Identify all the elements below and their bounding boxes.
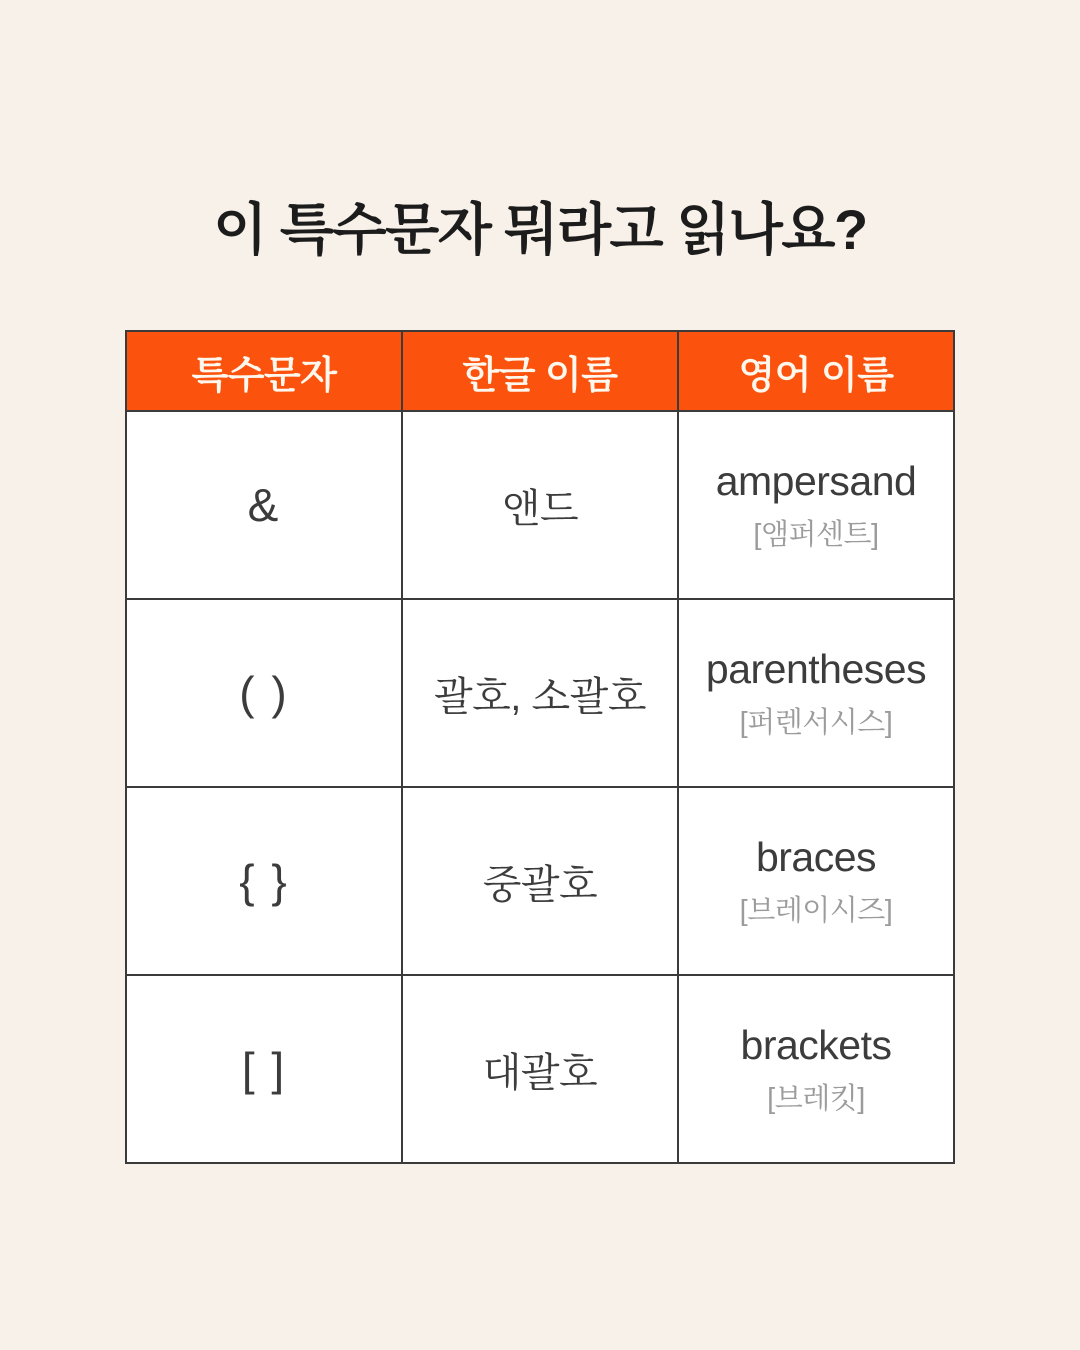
- header-row: [126, 331, 954, 411]
- english-name-text: braces: [755, 833, 877, 880]
- symbol-cell: [126, 975, 402, 1163]
- header-cell-korean-name: 한글 이름: [402, 331, 678, 411]
- table-header: [126, 331, 954, 411]
- table-row: [126, 975, 954, 1163]
- korean-name-text: 괄호, 소괄호: [434, 674, 646, 719]
- korean-name-text: 중괄호: [482, 862, 598, 907]
- korean-name-cell: [402, 975, 678, 1163]
- pronunciation-text: [브레킷]: [767, 1082, 865, 1115]
- symbol-cell: [126, 411, 402, 599]
- pronunciation-text: [브레이시즈]: [739, 894, 893, 927]
- korean-name-cell: [402, 787, 678, 975]
- table-row: [126, 599, 954, 787]
- table-row: [126, 411, 954, 599]
- symbol-text: ( ): [239, 667, 289, 719]
- symbol-text: [ ]: [241, 1043, 287, 1095]
- korean-name-text: 앤드: [501, 486, 579, 531]
- korean-name-cell: [402, 411, 678, 599]
- pronunciation-text: [퍼렌서시스]: [739, 706, 893, 739]
- pronunciation-text: [앰퍼센트]: [753, 518, 879, 551]
- korean-name-text: 대괄호: [482, 1050, 598, 1095]
- header-cell-symbol: 특수문자: [126, 331, 402, 411]
- special-characters-table: [125, 330, 955, 1164]
- symbol-text: { }: [239, 855, 289, 907]
- symbol-cell: [126, 787, 402, 975]
- english-name-cell: [678, 975, 954, 1163]
- symbol-cell: [126, 599, 402, 787]
- english-name-cell: [678, 787, 954, 975]
- english-name-text: ampersand: [715, 457, 917, 504]
- header-cell-english-name: 영어 이름: [678, 331, 954, 411]
- table-body: [126, 411, 954, 1163]
- english-name-cell: [678, 599, 954, 787]
- page-title: 이 특수문자 뭐라고 읽나요?: [213, 198, 867, 261]
- english-name-cell: [678, 411, 954, 599]
- korean-name-cell: [402, 599, 678, 787]
- table-row: [126, 787, 954, 975]
- english-name-text: brackets: [740, 1021, 892, 1068]
- symbol-text: &: [247, 479, 281, 531]
- english-name-text: parentheses: [705, 645, 927, 692]
